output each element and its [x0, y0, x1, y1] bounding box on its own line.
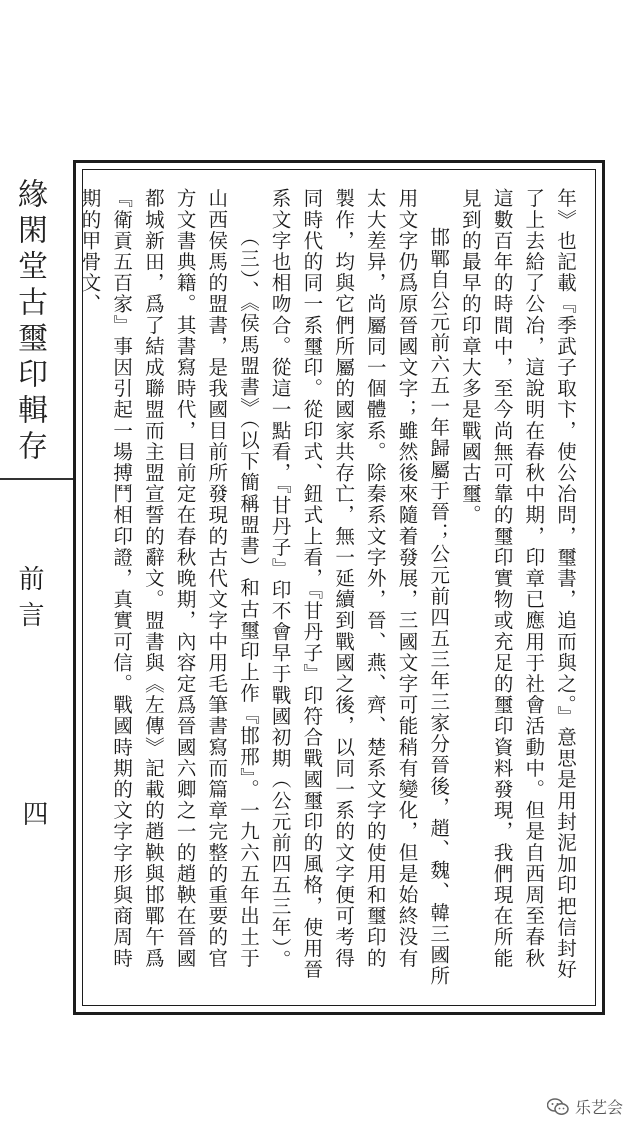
paragraph-2: 邯鄲自公元前六五一年歸屬于晉；公元前四五三年三家分晉後，趙、魏、韓三國所用文字仍爲原晉國文字；雖然後來隨着發展，三國文字可能稍有變化，但是始終没有太大差异，尚屬同一個體系。除秦系文字外，晉、燕、齊、楚系文字的使用和璽印的製作，均與它們所屬的國家共存亡，無一延續到戰國之後，以同一系的文字便可考得同時代的同一系璽印。從印式、鈕式上看，『甘丹子』印符合戰國璽印的風格，使用晉系文字也相吻合。從這一點看，『甘丹子』印不會早于戰國初期（公元前四五三年）。: [268, 188, 451, 987]
paragraph-1: 年》也記載『季武子取卞，使公冶問，璽書，追而與之。』意思是用封泥加印把信封好了上去給了公冶，這說明在春秋中期，印章已應用于社會活動中。但是自西周至春秋這數百年的時間中，至今尚無可靠的璽印實物或充足的璽印資料發現，我們現在所能見到的最早的印章大多是戰國古璽。: [458, 188, 577, 981]
body-text: [74, 188, 581, 988]
page-number: 四: [18, 800, 48, 826]
watermark-label: 乐艺会: [574, 1098, 623, 1117]
book-title: 緣閑堂古璽印輯存: [12, 178, 47, 466]
wechat-icon: [547, 1098, 569, 1116]
margin-divider: [0, 478, 76, 480]
section-title: 前言: [14, 565, 44, 637]
watermark: [547, 1095, 623, 1118]
margin-band: [0, 0, 74, 1140]
paragraph-3: （三）、《侯馬盟書》（以下簡稱盟書）和古璽印上作『邯邢』。一九六五年出土于山西侯馬的盟書，是我國目前所發現的古代文字中用毛筆書寫而篇章完整的重要的官方文書典籍。其書寫時代，目前定在春秋晚期，內容定爲晉國六卿之一的趙鞅在晉國都城新田，爲了結成聯盟而主盟宣誓的辭文。盟書與《左傳》記載的趙鞅與邯鄲午爲『衛貢五百家』事因引起一場搏鬥相印證，真實可信。戰國時期的文字字形與商周時期的甲骨文、: [78, 188, 260, 969]
